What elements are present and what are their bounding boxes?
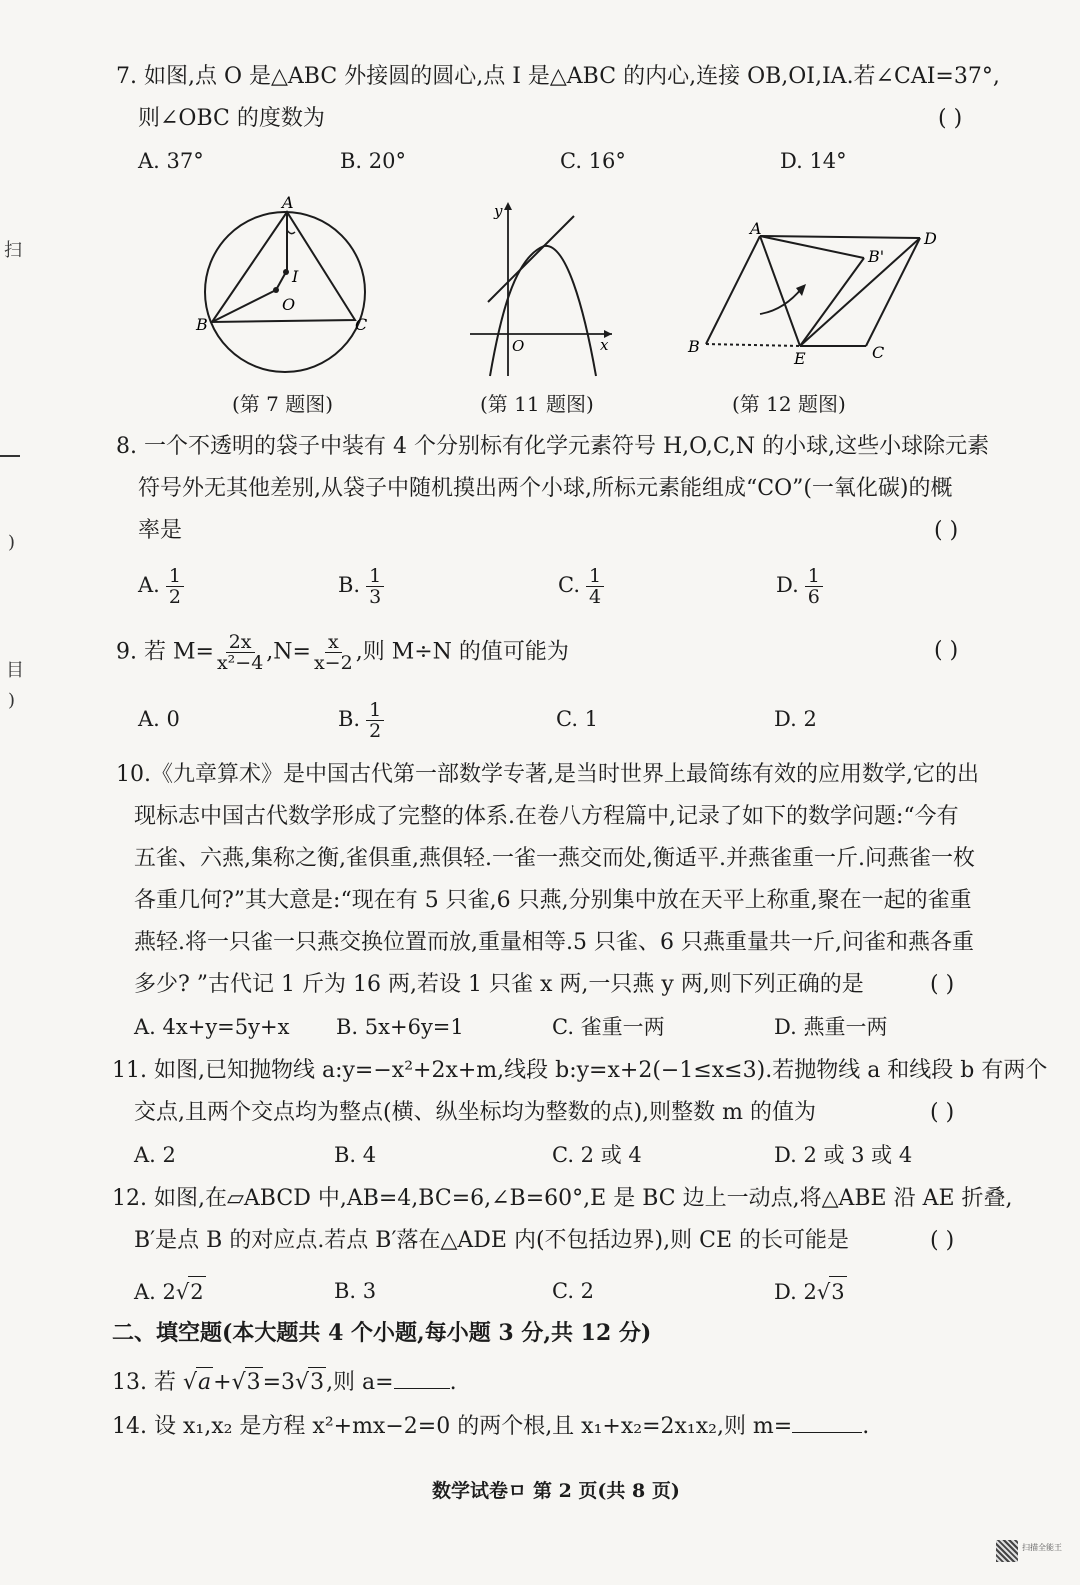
fig11-label-y: y (494, 202, 503, 220)
q12-answer-paren: ( ) (930, 1228, 955, 1253)
q10-line-1: 10.《九章算术》是中国古代第一部数学专著,是当时世界上最简练有效的应用数学,它的出 (116, 762, 979, 787)
fig7-label-a: A (282, 193, 294, 212)
q9-text: 9. 若 M= $\frac{2x}{\text{x²−4}}$ ,N= $\frac{x}{x-2}$ ,则 M÷N 的值可能为 (116, 631, 569, 674)
q8-text: 8. 一个不透明的袋子中装有 4 个分别标有化学元素符号 H,O,C,N 的小球,这些小球除元素 (116, 434, 990, 459)
margin-mark: 目 (6, 660, 24, 681)
margin-mark: ) (8, 532, 16, 553)
q10-line-3: 五雀、六燕,集称之衡,雀俱重,燕俱轻.一雀一燕交而处,衡适平.并燕雀重一斤.问燕雀一枚 (134, 846, 975, 871)
fig12-label-b: B (688, 337, 700, 356)
q12-text: 12. 如图,在▱ABCD 中,AB=4,BC=6,∠B=60°,E 是 BC 边上一动点,将△ABE 沿 AE 折叠, (112, 1186, 1013, 1211)
fig12-label-a: A (750, 219, 762, 238)
q11-text-2: 交点,且两个交点均为整点(横、纵坐标均为整数的点),则整数 m 的值为 (134, 1100, 817, 1125)
q7-option-b: B. 20° (340, 149, 407, 173)
q7-option-a: A. 37° (138, 149, 204, 173)
q11-option-c: C. 2 或 4 (552, 1143, 642, 1167)
q14-text: 14. 设 x₁,x₂ 是方程 x²+mx−2=0 的两个根,且 x₁+x₂=2x₁x₂,则 m= . (112, 1410, 869, 1442)
q8-answer-paren: ( ) (934, 518, 959, 543)
figure-12-parallelogram-fold (684, 218, 944, 368)
q10-option-c: C. 雀重一两 (552, 1015, 665, 1039)
q10-line-5: 燕轻.将一只雀一只燕交换位置而放,重量相等.5 只雀、6 只燕重量共一斤,问雀和燕各重 (134, 930, 974, 955)
q8-option-d: D. $\frac{1}{6}$ (776, 566, 823, 607)
q9-option-b: B. $\frac{1}{2}$ (338, 700, 384, 741)
q8-text-3: 率是 (138, 518, 183, 543)
q7-option-d: D. 14° (780, 149, 847, 173)
q7-text: 7. 如图,点 O 是△ABC 外接圆的圆心,点 I 是△ABC 的内心,连接 OB,OI,IA.若∠CAI=37°, (116, 64, 1000, 89)
q8-option-b: B. $\frac{1}{3}$ (338, 566, 384, 607)
q11-option-a: A. 2 (134, 1143, 176, 1167)
figure-7-caption: (第 7 题图) (232, 392, 334, 416)
section-2-heading: 二、填空题(本大题共 4 个小题,每小题 3 分,共 12 分) (112, 1320, 652, 1346)
fig7-label-b: B (196, 315, 208, 334)
q9-option-d: D. 2 (774, 707, 817, 731)
q10-line-6: 多少? ”古代记 1 斤为 16 两,若设 1 只雀 x 两,一只燕 y 两,则下列正确的是 (134, 972, 864, 997)
q11-option-d: D. 2 或 3 或 4 (774, 1143, 913, 1167)
q10-line-4: 各重几何?”其大意是:“现在有 5 只雀,6 只燕,分别集中放在天平上称重,聚在一起的雀重 (134, 888, 972, 913)
q10-answer-paren: ( ) (930, 972, 955, 997)
q13-answer-blank[interactable] (394, 1366, 450, 1389)
fig7-label-c: C (355, 315, 368, 334)
q9-option-c: C. 1 (556, 707, 599, 731)
qr-code-icon (996, 1540, 1018, 1562)
q10-option-b: B. 5x+6y=1 (336, 1015, 464, 1039)
figure-11-caption: (第 11 题图) (480, 392, 594, 416)
fig12-label-d: D (924, 229, 937, 248)
q12-text-2: B′是点 B 的对应点.若点 B′落在△ADE 内(不包括边界),则 CE 的长可能是 (134, 1228, 850, 1253)
q11-option-b: B. 4 (334, 1143, 377, 1167)
fig11-label-x: x (600, 336, 609, 354)
q8-option-c: C. $\frac{1}{4}$ (558, 566, 604, 607)
q8-text-2: 符号外无其他差别,从袋子中随机摸出两个小球,所标元素能组成“CO”(一氧化碳)的概 (138, 476, 953, 501)
figure-12-caption: (第 12 题图) (732, 392, 846, 416)
fig12-label-c: C (872, 343, 885, 362)
q7-text-2: 则∠OBC 的度数为 (138, 106, 325, 131)
q14-answer-blank[interactable] (792, 1410, 862, 1433)
q11-answer-paren: ( ) (930, 1100, 955, 1125)
margin-mark: 扫 (4, 240, 22, 261)
q9-answer-paren: ( ) (934, 638, 959, 663)
q13-text: 13. 若 √a+√3=3√3,则 a= . (112, 1366, 457, 1398)
figure-11-parabola-line (466, 198, 616, 378)
fig11-label-o: O (512, 337, 525, 355)
q10-line-2: 现标志中国古代数学形成了完整的体系.在卷八方程篇中,记录了如下的数学问题:“今有 (134, 804, 959, 829)
q12-option-b: B. 3 (334, 1279, 377, 1303)
q12-option-d: D. 2√3 (774, 1276, 847, 1307)
page-footer: 数学试卷ㅁ 第 2 页(共 8 页) (432, 1480, 680, 1502)
q9-option-a: A. 0 (138, 707, 180, 731)
fig12-label-e: E (794, 349, 806, 368)
q10-option-a: A. 4x+y=5y+x (134, 1015, 290, 1039)
q7-option-c: C. 16° (560, 149, 626, 173)
margin-mark: ) (8, 690, 16, 711)
scanner-watermark: 扫描全能王 (1022, 1543, 1062, 1552)
fig7-label-i: I (292, 267, 299, 286)
figure-7-circle-triangle (190, 190, 380, 380)
q7-answer-paren: ( ) (938, 106, 963, 131)
q8-option-a: A. $\frac{1}{2}$ (138, 566, 184, 607)
fig12-label-b-prime: B' (868, 247, 885, 266)
fig7-label-o: O (282, 295, 296, 314)
q11-text: 11. 如图,已知抛物线 a:y=−x²+2x+m,线段 b:y=x+2(−1≤x≤3).若抛物线 a 和线段 b 有两个 (112, 1058, 1048, 1083)
q12-option-a: A. 2√2 (134, 1276, 206, 1307)
margin-rule (0, 455, 20, 457)
q12-option-c: C. 2 (552, 1279, 595, 1303)
q10-option-d: D. 燕重一两 (774, 1015, 888, 1039)
